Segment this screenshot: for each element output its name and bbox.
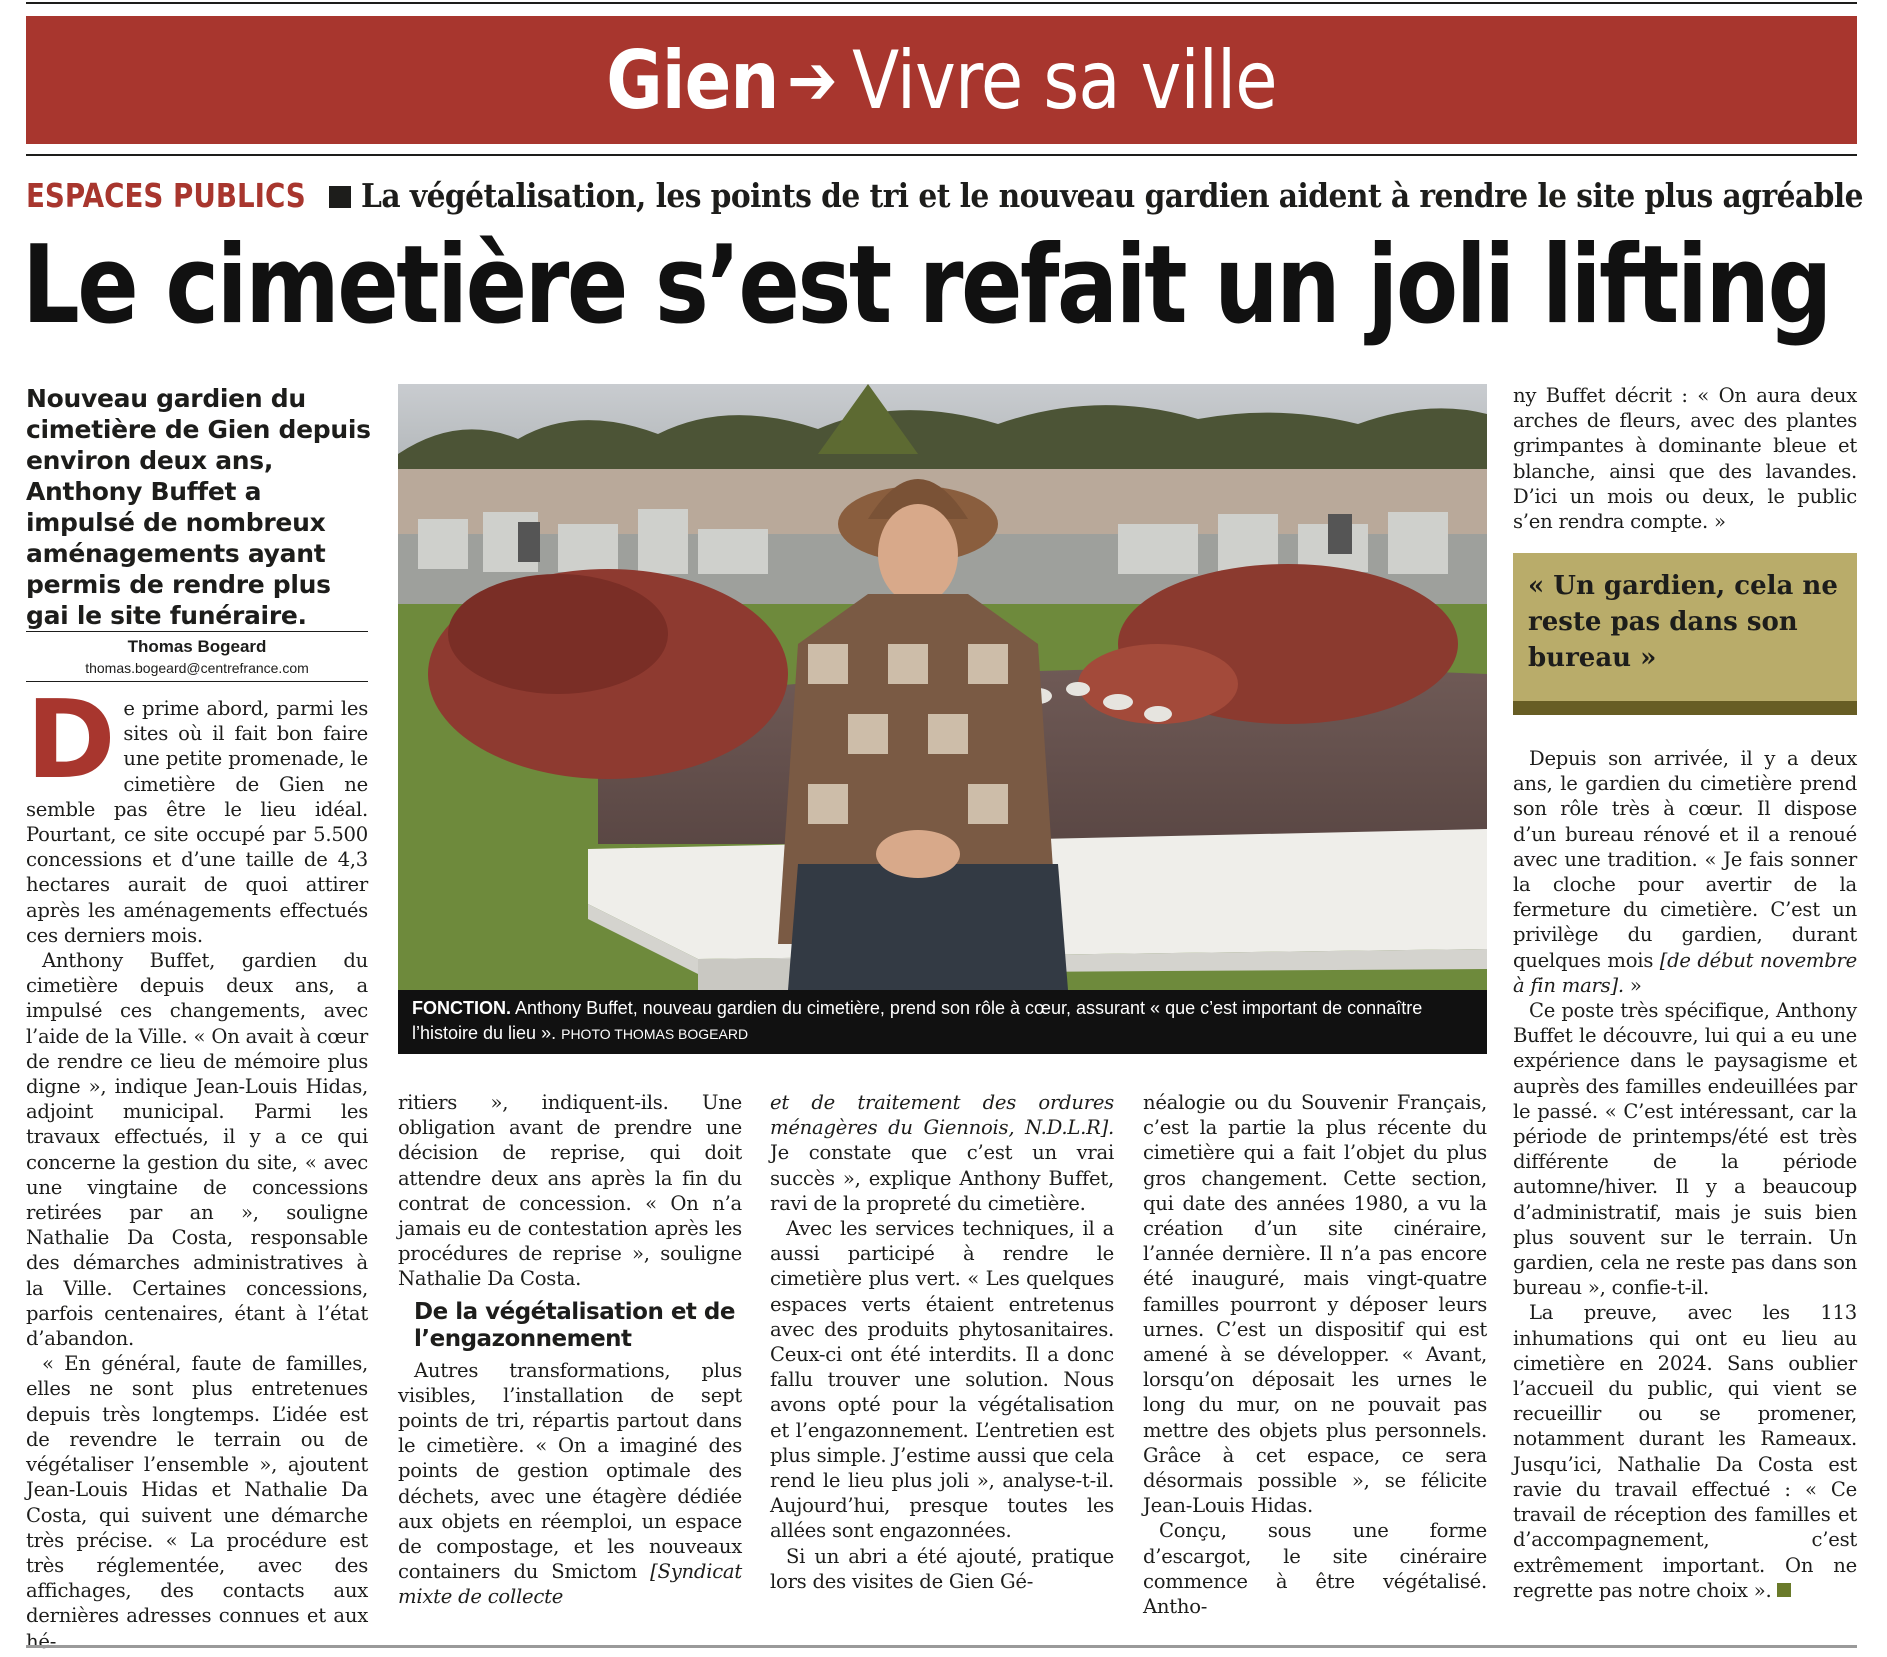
headline: Le cimetière s’est refait un joli lifting <box>22 223 1830 348</box>
arrow-right-icon: ➔ <box>787 39 837 121</box>
paragraph <box>398 1358 742 1610</box>
paragraph-end: » <box>1629 973 1642 997</box>
paragraph: ritiers », indiquent-ils. Une obligation avant de prendre une décision de reprise, qui doit attendre deux ans après la fin du contrat de concession. « On n’a jamais eu de contestation après les procédures de reprise », souligne Nathalie Da Costa. <box>398 1091 742 1291</box>
author-email[interactable]: thomas.bogeard@centrefrance.com <box>85 660 309 676</box>
bottom-rule <box>26 1645 1857 1648</box>
paragraph-note: [Syndicat mixte de collecte <box>398 1560 742 1609</box>
end-square-icon <box>1777 1583 1791 1597</box>
paragraph-text: La preuve, avec les 113 inhumations qui ont eu lieu au cimetière en 2024. Sans oublier l’accueil du public, qui vient se recueillir ou se promener, notamment durant les Rameaux. Jusqu’ici, Nathalie Da Costa est ravie du travail effectué : « Ce travail de réception des familles et d’accompagnement, c’est extrêmement important. On ne regrette pas notre choix ». <box>1513 1301 1857 1602</box>
paragraph-text: Depuis son arrivée, il y a deux ans, le gardien du cimetière prend son rôle très à cœur. Il dispose d’un bureau rénové et il a renoué avec une tradition. « Je fais sonner la cloche pour avertir de la fermeture du cimetière. C’est un privilège du gardien, durant quelques mois <box>1513 747 1857 972</box>
paragraph: ny Buffet décrit : « On aura deux arches de fleurs, avec des plantes grimpantes à dominante bleue et blanche, ainsi que des lavandes. D’ici un mois ou deux, le public s’en rendra compte. » <box>1513 384 1857 534</box>
drop-cap: D <box>26 678 116 803</box>
byline-rule-top <box>26 631 368 632</box>
pull-quote: « Un gardien, cela ne reste pas dans son bureau » <box>1528 571 1838 673</box>
kicker <box>26 174 1866 219</box>
column-3 <box>770 1090 1114 1594</box>
photo-credit: PHOTO THOMAS BOGEARD <box>561 1026 749 1042</box>
author-name: Thomas Bogeard <box>127 637 267 656</box>
top-rule <box>26 2 1857 4</box>
caption-label: FONCTION. <box>412 998 511 1018</box>
banner-rule <box>26 154 1857 156</box>
paragraph-note: et de traitement des ordures ménagères du Giennois, N.D.L.R]. <box>770 1091 1114 1140</box>
paragraph-text: Autres transformations, plus visibles, l’installation de sept points de tri, répartis partout dans le cimetière. « On a imaginé des points de gestion optimale des déchets, avec une étagère dédiée aux objets en réemploi, un espace de compostage, et les nouveaux containers du Smictom <box>398 1358 742 1584</box>
paragraph <box>770 1090 1114 1216</box>
paragraph: Si un abri a été ajouté, pratique lors des visites de Gien Gé- <box>770 1544 1114 1593</box>
kicker-subtitle: La végétalisation, les points de tri et le nouveau gardien aident à rendre le site plus agréable <box>361 176 1864 215</box>
paragraph: néalogie ou du Souvenir Français, c’est la partie la plus récente du cimetière qui a fait l’objet du plus gros changement. Cette section, qui date des années 1980, a vu la création d’un site cinéraire, l’année dernière. Il n’a pas encore été inauguré, mais vingt-quatre familles pourront y déposer leurs urnes. C’est un dispositif qui est amené à se développer. « Avant, lorsqu’on déposait les urnes le long du mur, on ne pouvait pas mettre des objets plus personnels. Grâce à cet espace, ce sera désormais possible », se félicite Jean-Louis Hidas. <box>1143 1091 1487 1518</box>
paragraph-note: [de début novembre à fin mars]. <box>1513 948 1858 997</box>
photo-caption <box>398 990 1487 1054</box>
paragraph <box>1513 746 1857 998</box>
kicker-label: ESPACES PUBLICS <box>26 176 306 215</box>
paragraph: Ce poste très spécifique, Anthony Buffet le découvre, lui qui a eu une expérience dans le paysagisme et auprès des familles endeuillées par le passé. « C’est intéressant, car la période de printemps/été est très différente de la période automne/hiver. Il y a beaucoup d’administratif, mais je suis bien plus souvent sur le terrain. Un gardien, cela ne reste pas dans son bureau », confie-t-il. <box>1513 999 1857 1300</box>
column-4 <box>1143 1090 1487 1619</box>
square-bullet-icon <box>329 186 351 208</box>
pull-quote-bar <box>1513 701 1857 715</box>
column-5-bottom <box>1513 746 1857 1603</box>
photo-gardien <box>398 384 1487 990</box>
paragraph <box>1513 1300 1857 1602</box>
banner-city: Gien <box>606 33 779 127</box>
paragraph: e prime abord, parmi les sites où il fait bon faire une petite promenade, le cimetière de Gien ne semble pas être le lieu idéal. Pourtant, ce site occupé par 5.500 concessions et d’une taille de 4,3 hectares aurait de quoi attirer après les aménagements effectués ces derniers mois. <box>26 697 368 947</box>
paragraph-text: Je constate que c’est un vrai succès », explique Anthony Buffet, ravi de la propreté du cimetière. <box>770 1141 1114 1215</box>
banner-section: Vivre sa ville <box>852 33 1277 127</box>
paragraph: Avec les services techniques, il a aussi participé à rendre le cimetière plus vert. « Les quelques espaces verts étaient entretenus avec des produits phytosanitaires. Ceux-ci ont été interdits. Il a donc fallu trouver une solution. Nous avons opté pour la végétalisation et l’engazonnement. L’entretien est plus simple. J’estime aussi que cela rend le lieu plus joli », analyse-t-il. Aujourd’hui, presque toutes les allées sont engazonnées. <box>770 1217 1114 1543</box>
subheading: De la végétalisation et de l’engazonnement <box>414 1298 735 1352</box>
column-1 <box>26 678 368 1654</box>
column-2 <box>398 1090 742 1610</box>
section-banner-title <box>154 16 1729 144</box>
caption-text: Anthony Buffet, nouveau gardien du cimetière, prend son rôle à cœur, assurant « que c’est important de connaître l’histoire du lieu ». <box>412 998 1423 1043</box>
lead-paragraph: Nouveau gardien du cimetière de Gien depuis environ deux ans, Anthony Buffet a impulsé de nombreux aménagements ayant permis de rendre plus gai le site funéraire. <box>26 384 371 630</box>
paragraph: Conçu, sous une forme d’escargot, le site cinéraire commence à être végétalisé. Antho- <box>1143 1519 1487 1619</box>
paragraph: « En général, faute de familles, elles ne sont plus entretenues depuis très longtemps. L’idée est de revendre le terrain ou de végétaliser l’ensemble », ajoutent Jean-Louis Hidas et Nathalie Da Costa, qui suivent une démarche très précise. « La procédure est très réglementée, avec des affichages, des contacts aux dernières adresses connues et aux hé- <box>26 1352 368 1653</box>
photo-illustration <box>398 384 1487 990</box>
column-5-top <box>1513 383 1857 534</box>
paragraph: Anthony Buffet, gardien du cimetière depuis deux ans, a impulsé ces changements, avec l’aide de la Ville. « On avait à cœur de rendre ce lieu de mémoire plus digne », indique Jean-Louis Hidas, adjoint municipal. Parmi les travaux effectués, il y a ce qui concerne la gestion du site, « avec une vingtaine de concessions retirées par an », souligne Nathalie Da Costa, responsable des démarches administratives à la Ville. Certaines concessions, parfois centenaires, étant à l’état d’abandon. <box>26 949 368 1351</box>
